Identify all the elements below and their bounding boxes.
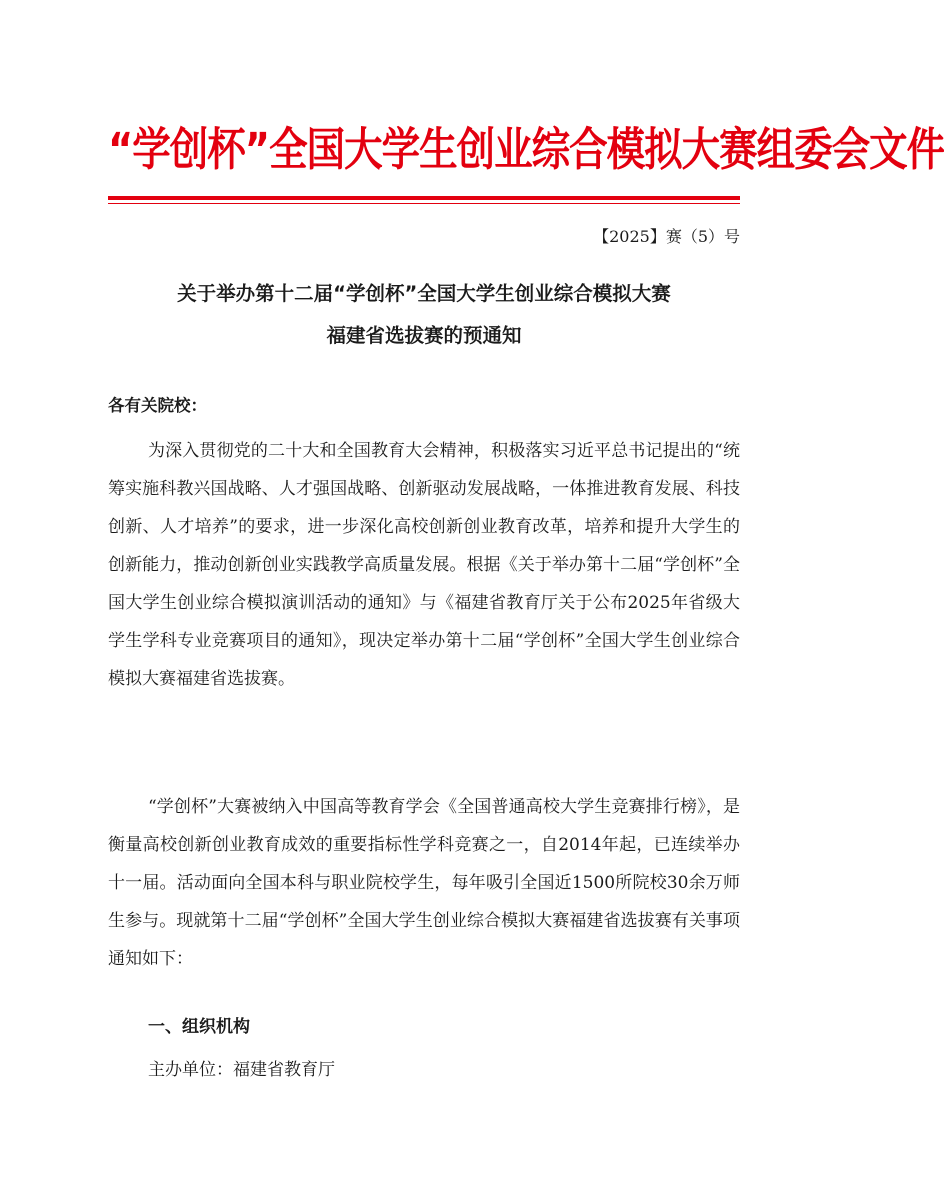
header-red-rule [108, 196, 740, 200]
header-red-rule-thin [108, 203, 740, 204]
salutation: 各有关院校： [108, 396, 207, 415]
section-heading: 一、组织机构 [148, 1017, 250, 1037]
body-paragraph: 为深入贯彻党的二十大和全国教育大会精神，积极落实习近平总书记提出的“统筹实施科教兴国战略、人才强国战略、创新驱动发展战略，一体推进教育发展、科技创新、人才培养”的要求，进一步深化高校创新创业教育改革，培养和提升大学生的创新能力，推动创新创业实践教学高质量发展。根据《关于举办第十二届“学创杯”全国大学生创业综合模拟演训活动的通知》与《福建省教育厅关于公布2025年省级大学生学科专业竞赛项目的通知》，现决定举办第十二届“学创杯”全国大学生创业综合模拟大赛福建省选拔赛。 [108, 441, 740, 689]
organizer-line: 主办单位：福建省教育厅 [148, 1060, 335, 1080]
document-number: 【2025】赛（5）号 [593, 227, 740, 246]
document-header-title: “学创杯”全国大学生创业综合模拟大赛组委会文件 [108, 123, 944, 177]
notice-title-line-1: 关于举办第十二届“学创杯”全国大学生创业综合模拟大赛 [177, 282, 671, 305]
notice-title-line-2: 福建省选拔赛的预通知 [326, 324, 522, 347]
body-paragraph: “学创杯”大赛被纳入中国高等教育学会《全国普通高校大学生竞赛排行榜》，是衡量高校创新创业教育成效的重要指标性学科竞赛之一，自2014年起，已连续举办十一届。活动面向全国本科与职业院校学生，每年吸引全国近1500所院校30余万师生参与。现就第十二届“学创杯”全国大学生创业综合模拟大赛福建省选拔赛有关事项通知如下： [108, 797, 740, 969]
